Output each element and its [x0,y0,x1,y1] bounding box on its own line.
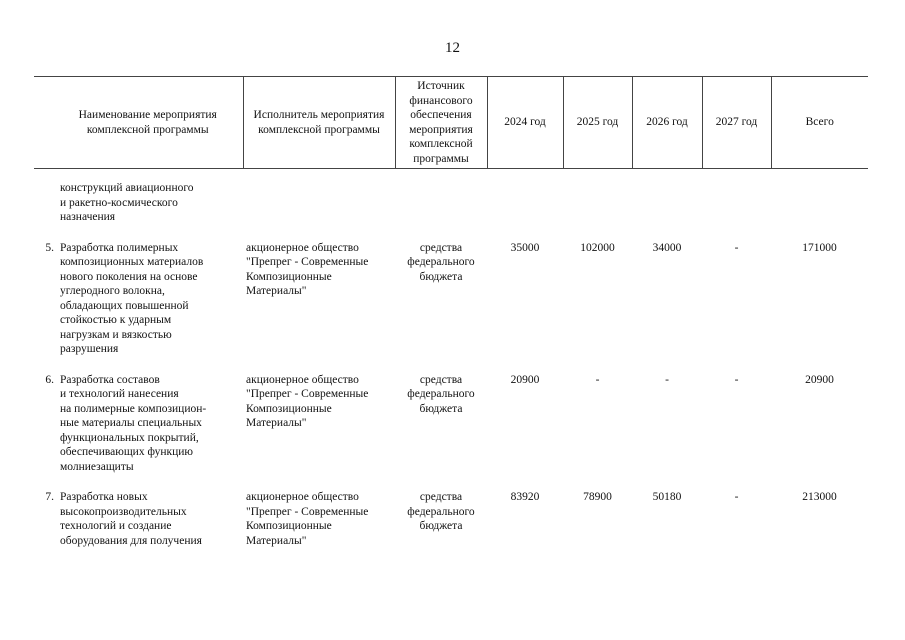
column-header-2024: 2024 год [487,77,563,169]
page-number: 12 [445,40,460,56]
value-2026-cell: - [665,373,669,386]
column-header-total: Всего [771,77,868,169]
program-table [34,76,868,548]
executor-cell: акционерное общество "Препрег - Современные Композиционные Материалы" [246,373,369,429]
value-2027-cell: - [734,241,739,254]
value-2024-cell: 83920 [510,491,540,503]
column-header-source: Источник финансового обеспечения мероприятия комплексной программы [395,77,487,169]
event-name-cell: Разработка полимерных композиционных материалов нового поколения на основе углеродного волокна, обладающих повышенной стойкостью к ударным нагрузкам и вязкостью разрушения [60,241,204,355]
column-header-2025: 2025 год [563,77,632,169]
value-2027-cell: - [734,491,739,503]
table-row [34,241,868,357]
value-2026-cell: 34000 [652,241,682,254]
value-total-cell: 20900 [805,373,834,386]
table-header [34,77,868,169]
value-2024-cell: 35000 [510,241,540,254]
funding-source-cell: средства федерального бюджета [407,491,475,532]
value-2024-cell: 20900 [510,373,540,386]
column-header-name: Наименование мероприятия комплексной программы [34,77,243,169]
executor-cell: акционерное общество "Препрег - Современные Композиционные Материалы" [246,491,369,547]
column-header-2027: 2027 год [702,77,771,169]
executor-cell: акционерное общество "Препрег - Современные Композиционные Материалы" [246,241,369,297]
table-body [34,169,868,549]
funding-source-cell: средства федерального бюджета [407,373,475,415]
funding-source-cell: средства федерального бюджета [407,241,475,283]
event-name-cell: Разработка составов и технологий нанесения на полимерные композицион- ные материалы специальных функциональных покрытий, обеспечивающих функцию молниезащиты [60,373,207,473]
row-number: 7. [45,491,54,503]
value-total-cell: 213000 [802,491,837,503]
row-number: 6. [45,373,54,386]
continuation-name-cell: конструкций авиационного и ракетно-космического назначения [60,182,194,223]
value-2027-cell: - [734,373,739,386]
table-row-continuation [34,181,868,225]
column-header-2026: 2026 год [632,77,702,169]
value-2025-cell: 78900 [583,491,612,503]
value-2025-cell: - [595,373,600,386]
table-row [34,490,868,548]
value-2026-cell: 50180 [652,491,682,503]
table-row [34,373,868,475]
value-2025-cell: 102000 [580,241,615,254]
value-total-cell: 171000 [802,241,837,254]
event-name-cell: Разработка новых высокопроизводительных технологий и создание оборудования для получения [60,491,202,547]
row-number: 5. [45,241,54,254]
column-header-executor: Исполнитель мероприятия комплексной программы [243,77,395,169]
